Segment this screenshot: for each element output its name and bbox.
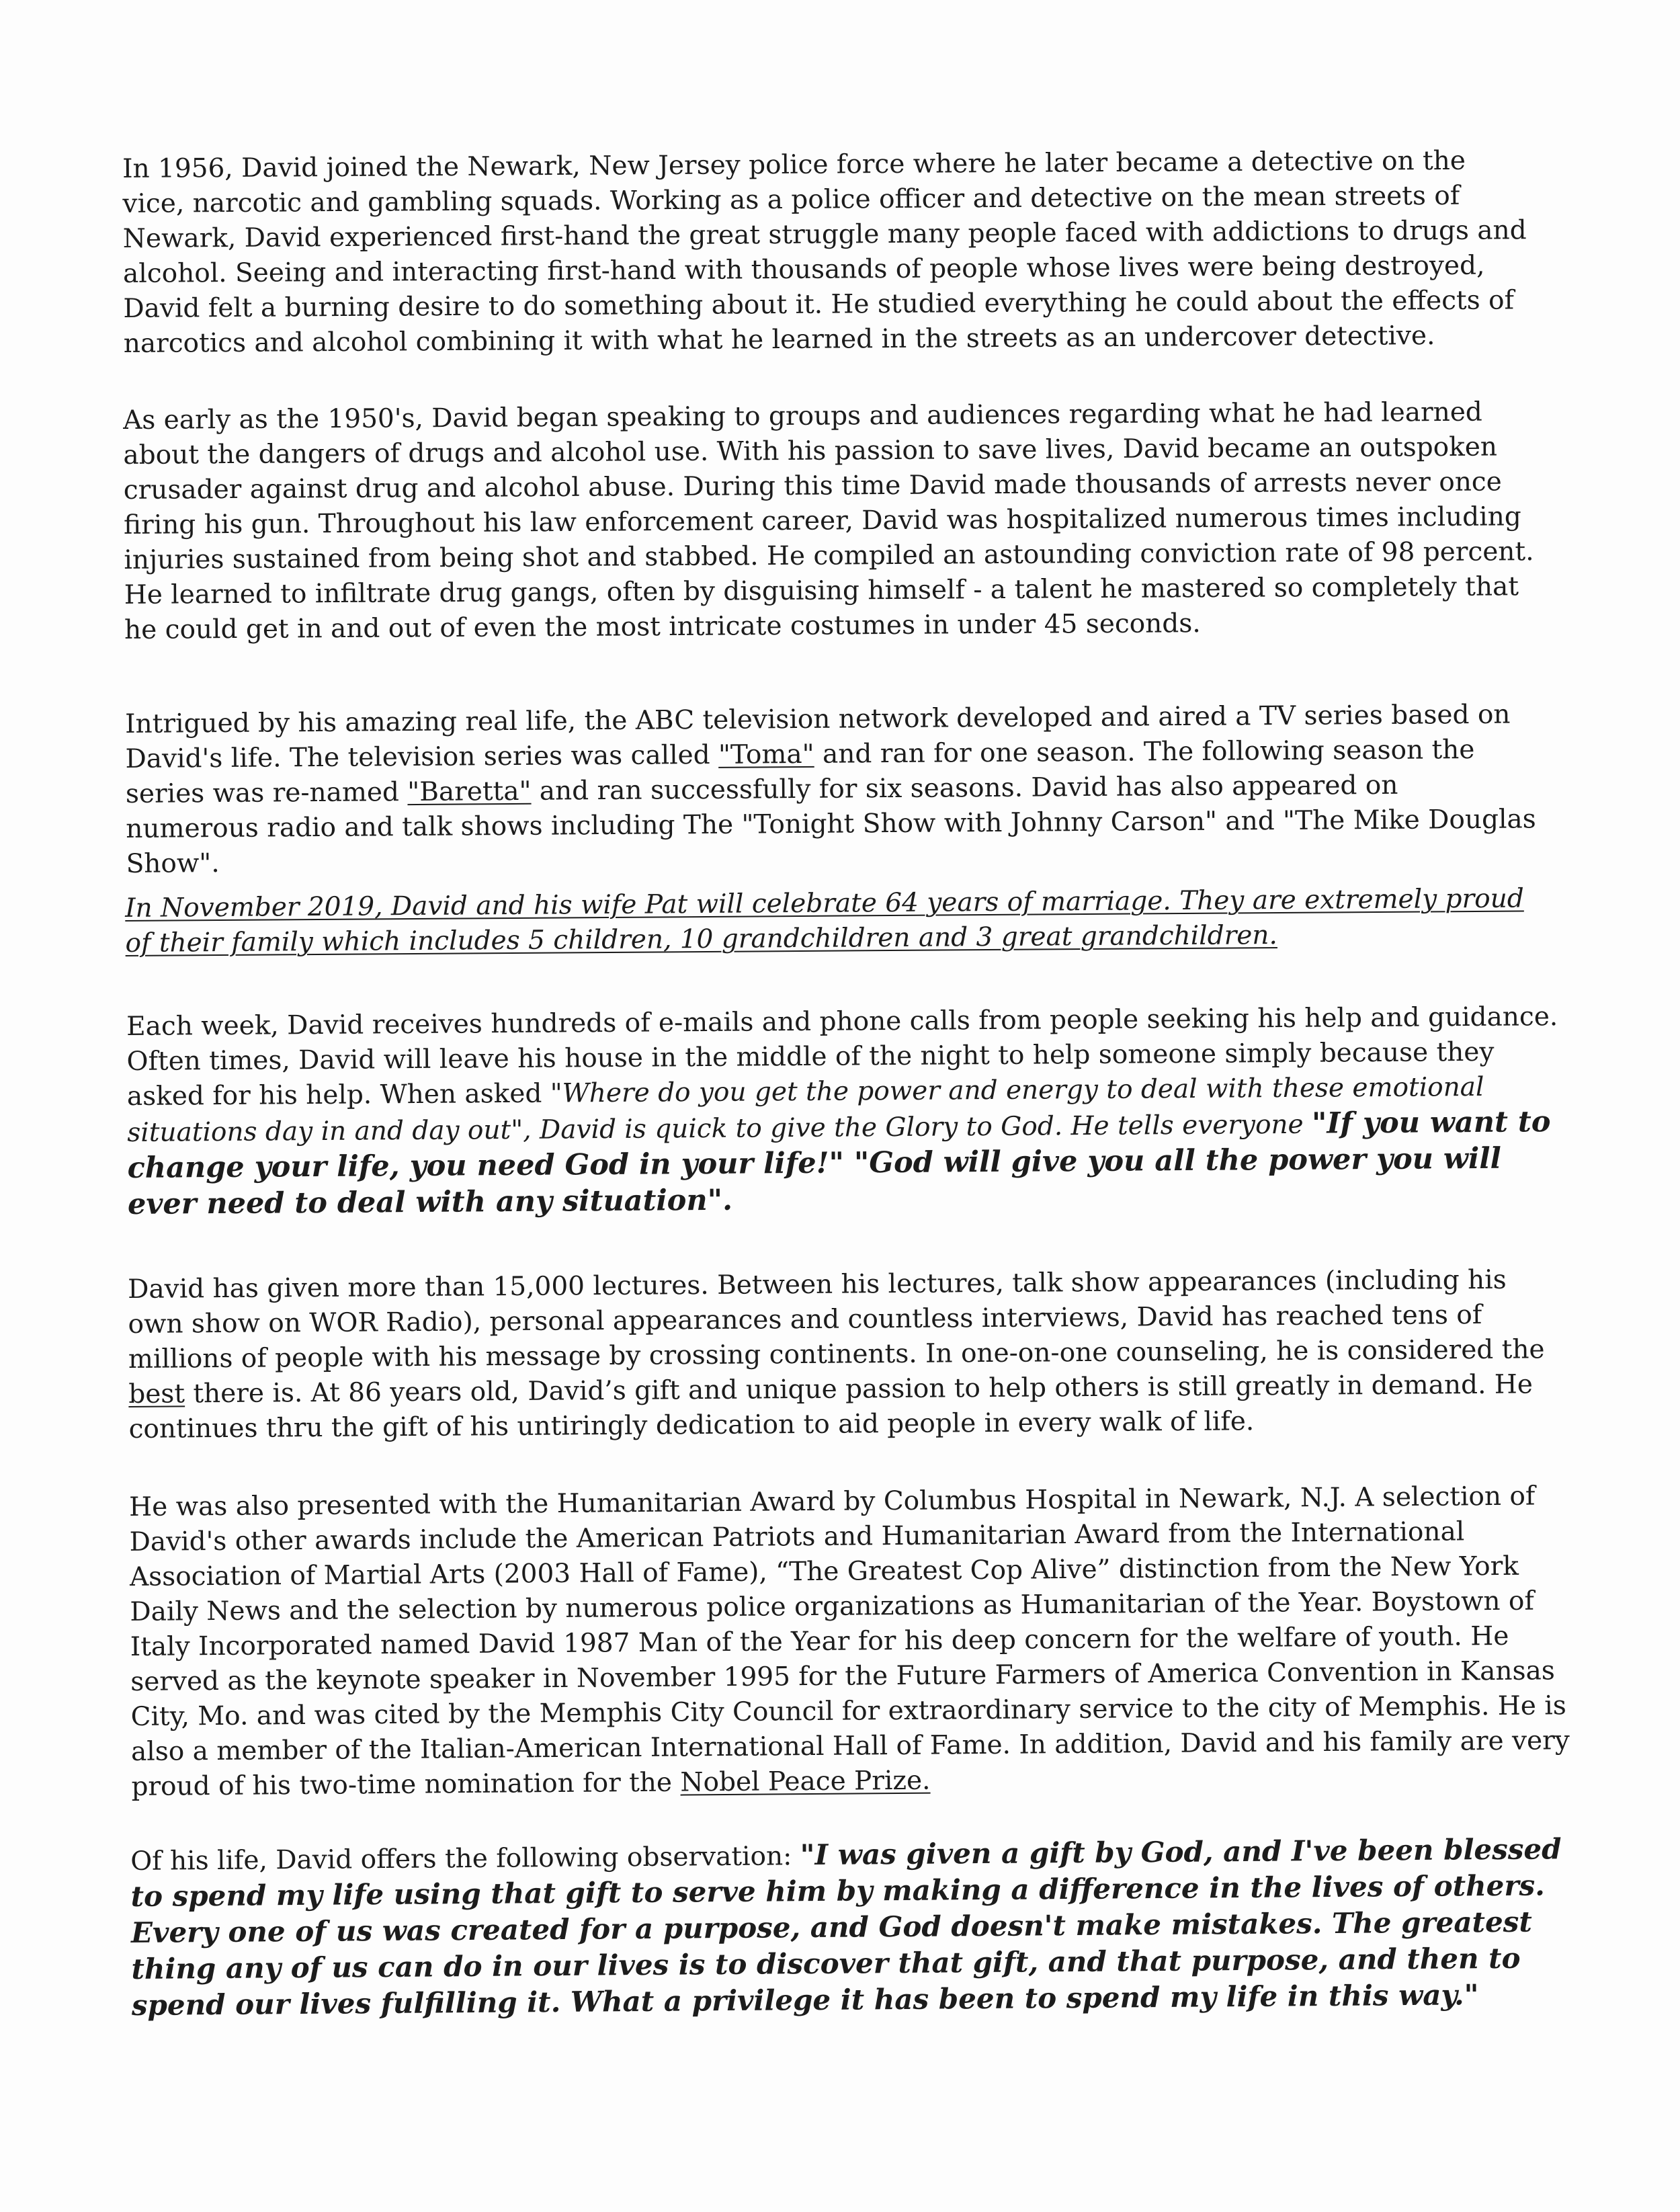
paragraph-police-career xyxy=(122,143,1535,362)
paragraph-help-requests xyxy=(126,999,1572,1223)
baretta-title: "Baretta" xyxy=(407,776,532,808)
life-quote: "I was given a gift by God, and I've been blessed to spend my life using that gift to serve him by making a difference in the lives of others. Every one of us was created for a purpose, and God doesn't make mistakes. The greatest thing any of us can do in our lives is to discover that gift, and that purpose, and then to spend our lives fulfilling it. What a privilege it has been to spend my life in this way." xyxy=(130,1832,1562,2022)
paragraph-text: and ran successfully for six seasons. David has also appeared on numerous radio and talk shows including The "Tonight Show with Johnny Carson" and "The Mike Douglas Show". xyxy=(126,770,1536,879)
paragraph-tv-series xyxy=(125,697,1538,882)
paragraph-awards xyxy=(129,1479,1583,1805)
paragraph-text: Intrigued by his amazing real life, the ABC television network developed and aired a TV series based on David's life. The television series was called xyxy=(125,699,1511,774)
paragraph-observation xyxy=(130,1832,1583,2024)
paragraph-crusader xyxy=(123,395,1536,648)
paragraph-lectures xyxy=(128,1262,1554,1447)
italic-question: "Where do you get the power and energy to deal with these emotional situations day in and day out", David is quick to give the Glory to God. He tells everyone xyxy=(127,1071,1484,1148)
paragraph-text: As early as the 1950's, David began speaking to groups and audiences regarding what he had learned about the dangers of drugs and alcohol use. With his passion to save lives, David became an outspoken crusader against drug and alcohol abuse. During this time David made thousands of arrests never once firing his gun. Throughout his law enforcement career, David was hospitalized numerous times including injuries sustained from being shot and stabbed. He compiled an astounding conviction rate of 98 percent. He learned to infiltrate drug gangs, often by disguising himself - a talent he mastered so completely that he could get in and out of even the most intricate costumes in under 45 seconds. xyxy=(123,397,1534,645)
paragraph-text: Each week, David receives hundreds of e-mails and phone calls from people seeking his help and guidance. Often times, David will leave his house in the middle of the night to help someone simply because they asked for his help. When asked xyxy=(126,1001,1558,1112)
paragraph-text: David has given more than 15,000 lectures. Between his lectures, talk show appearances (including his own show on WOR Radio), personal appearances and countless interviews, David has reached tens of millions of people with his message by crossing continents. In one-on-one counseling, he is considered the xyxy=(128,1264,1545,1375)
paragraph-family xyxy=(125,881,1537,961)
paragraph-text: Of his life, David offers the following observation: xyxy=(130,1841,800,1877)
best-word: best xyxy=(128,1379,185,1409)
bold-quote: "If you want to change your life, you need God in your life!" "God will give you all the power you will ever need to deal with any situation". xyxy=(127,1105,1551,1221)
paragraph-text: In November 2019, David and his wife Pat will celebrate 64 years of marriage. They are extremely proud of their family which includes 5 children, 10 grandchildren and 3 great grandchildren. xyxy=(125,883,1524,958)
toma-title: "Toma" xyxy=(718,739,814,770)
nobel-prize: Nobel Peace Prize. xyxy=(680,1765,931,1798)
paragraph-text: and ran for one season. The following season the series was re-named xyxy=(125,734,1475,809)
paragraph-text: there is. At 86 years old, David’s gift and unique passion to help others is still greatly in demand. He continues thru the gift of his untiringly dedication to aid people in every walk of life. xyxy=(128,1369,1534,1444)
paragraph-text: He was also presented with the Humanitarian Award by Columbus Hospital in Newark, N.J. A selection of David's other awards include the American Patriots and Humanitarian Award from the International Association of Martial Arts (2003 Hall of Fame), “The Greatest Cop Alive” distinction from the New York Daily News and the selection by numerous police organizations as Humanitarian of the Year. Boystown of Italy Incorporated named David 1987 Man of the Year for his deep concern for the welfare of youth. He served as the keynote speaker in November 1995 for the Future Farmers of America Convention in Kansas City, Mo. and was cited by the Memphis City Council for extraordinary service to the city of Memphis. He is also a member of the Italian-American International Hall of Fame. In addition, David and his family are very proud of his two-time nomination for the xyxy=(129,1481,1570,1802)
paragraph-text: In 1956, David joined the Newark, New Jersey police force where he later became a detective on the vice, narcotic and gambling squads. Working as a police officer and detective on the mean streets of Newark, David experienced first-hand the great struggle many people faced with addictions to drugs and alcohol. Seeing and interacting first-hand with thousands of people whose lives were being destroyed, David felt a burning desire to do something about it. He studied everything he could about the effects of narcotics and alcohol combining it with what he learned in the streets as an undercover detective. xyxy=(122,145,1527,359)
